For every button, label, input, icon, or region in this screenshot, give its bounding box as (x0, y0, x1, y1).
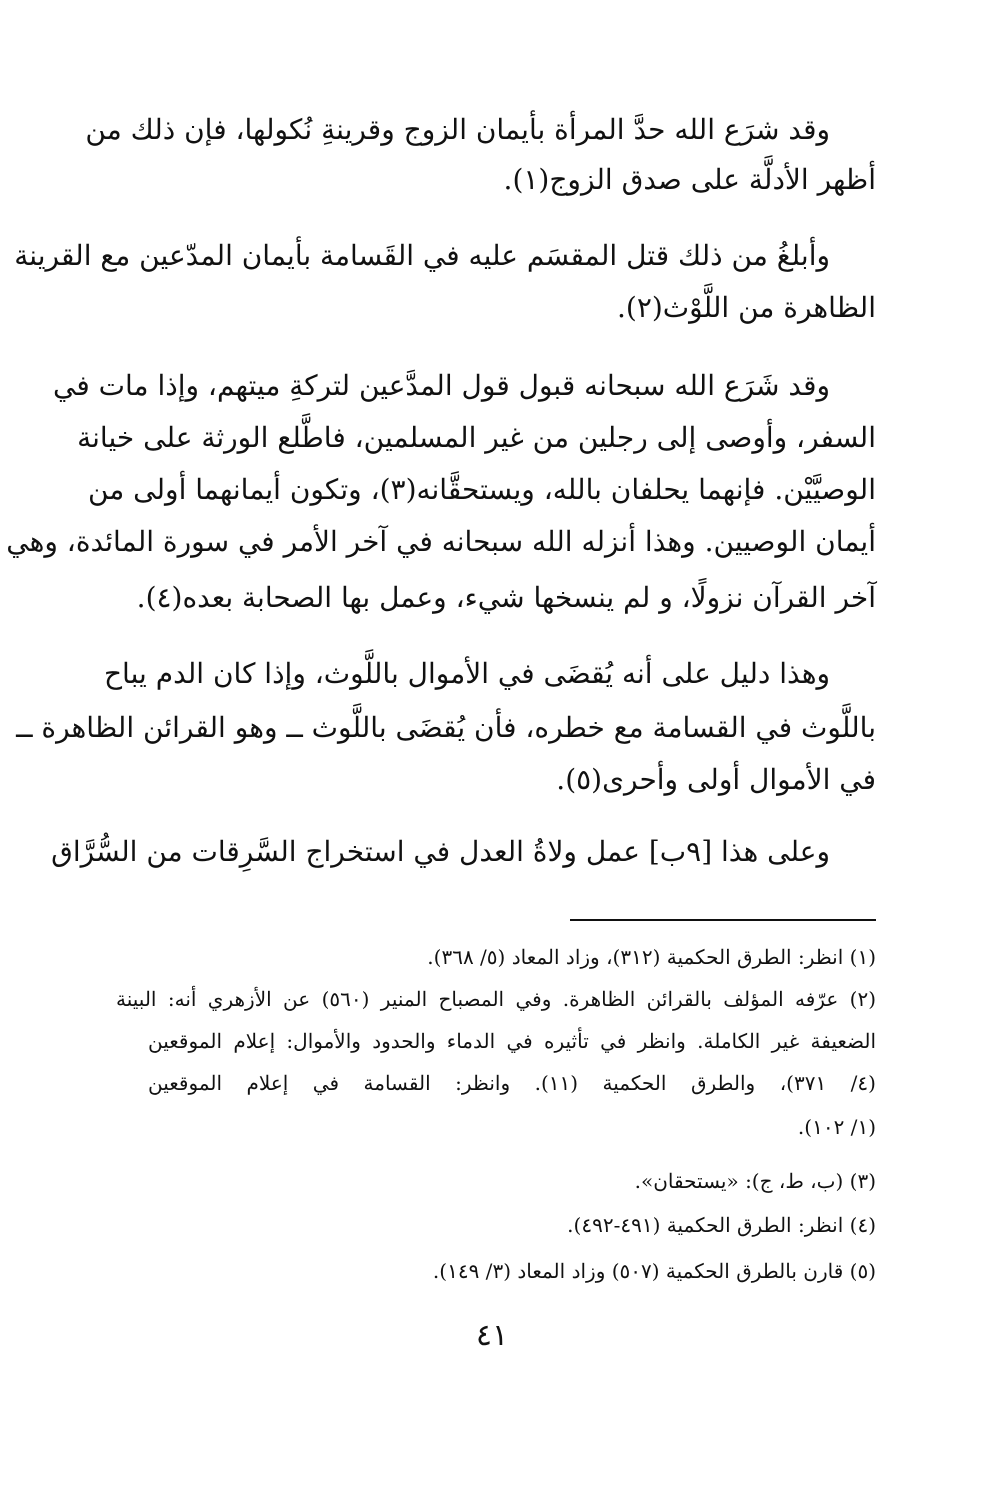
text-line: باللَّوث في القسامة مع خطره، فأن يُقضَى باللَّوث ــ وهو القرائن الظاهرة ــ (16, 711, 876, 744)
footnote-line: (٢) عرّفه المؤلف بالقرائن الظاهرة. وفي المصباح المنير (٥٦٠) عن الأزهري أنه: البينة (116, 987, 877, 1011)
text-line: وعلى هذا [٩ب] عمل ولاةُ العدل في استخراج السَّرِقات من السُّرَّاق (51, 835, 830, 868)
text-line: الوصيَّيْن. فإنهما يحلفان بالله، ويستحقَّانه(٣)، وتكون أيمانهما أولى من (87, 473, 876, 506)
page-number: ٤١ (475, 1318, 509, 1353)
footnote-line: (٥) قارن بالطرق الحكمية (٥٠٧) وزاد المعاد (٣/ ١٤٩). (432, 1259, 876, 1283)
footnote-line: (٣) (ب، ط، ج): «يستحقان». (634, 1169, 876, 1193)
text-line: أظهر الأدلَّة على صدق الزوج(١). (503, 163, 876, 196)
footnote-line: (٤/ ٣٧١)، والطرق الحكمية (١١). وانظر: القسامة في إعلام الموقعين (148, 1071, 876, 1095)
text-line: الظاهرة من اللَّوْث(٢). (616, 291, 876, 324)
footnote-line: (١) انظر: الطرق الحكمية (٣١٢)، وزاد المعاد (٥/ ٣٦٨). (427, 945, 876, 969)
text-line: وقد شرَع الله حدَّ المرأة بأيمان الزوج وقرينةِ نُكولها، فإن ذلك من (85, 113, 830, 146)
text-line: أيمان الوصيين. وهذا أنزله الله سبحانه في آخر الأمر في سورة المائدة، وهي (6, 525, 876, 558)
text-line: السفر، وأوصى إلى رجلين من غير المسلمين، فاطَّلع الورثة على خيانة (77, 421, 876, 454)
footnote-line: (٤) انظر: الطرق الحكمية (٤٩١-٤٩٢). (567, 1213, 876, 1237)
text-line: وأبلغُ من ذلك قتل المقسَم عليه في القَسامة بأيمان المدّعين مع القرينة (14, 239, 830, 272)
text-line: آخر القرآن نزولًا، و لم ينسخها شيء، وعمل بها الصحابة بعده(٤). (136, 581, 876, 614)
footnote-separator (570, 919, 876, 921)
footnote-line: الضعيفة غير الكاملة. وانظر في تأثيره في الدماء والحدود والأموال: إعلام الموقعين (148, 1029, 877, 1053)
text-line: وقد شَرَع الله سبحانه قبول قول المدَّعين لتركةِ ميتهم، وإذا مات في (53, 369, 830, 402)
text-line: في الأموال أولى وأحرى(٥). (556, 763, 876, 796)
text-line: وهذا دليل على أنه يُقضَى في الأموال باللَّوث، وإذا كان الدم يباح (103, 657, 830, 690)
footnote-line: (١/ ١٠٢). (797, 1115, 876, 1139)
